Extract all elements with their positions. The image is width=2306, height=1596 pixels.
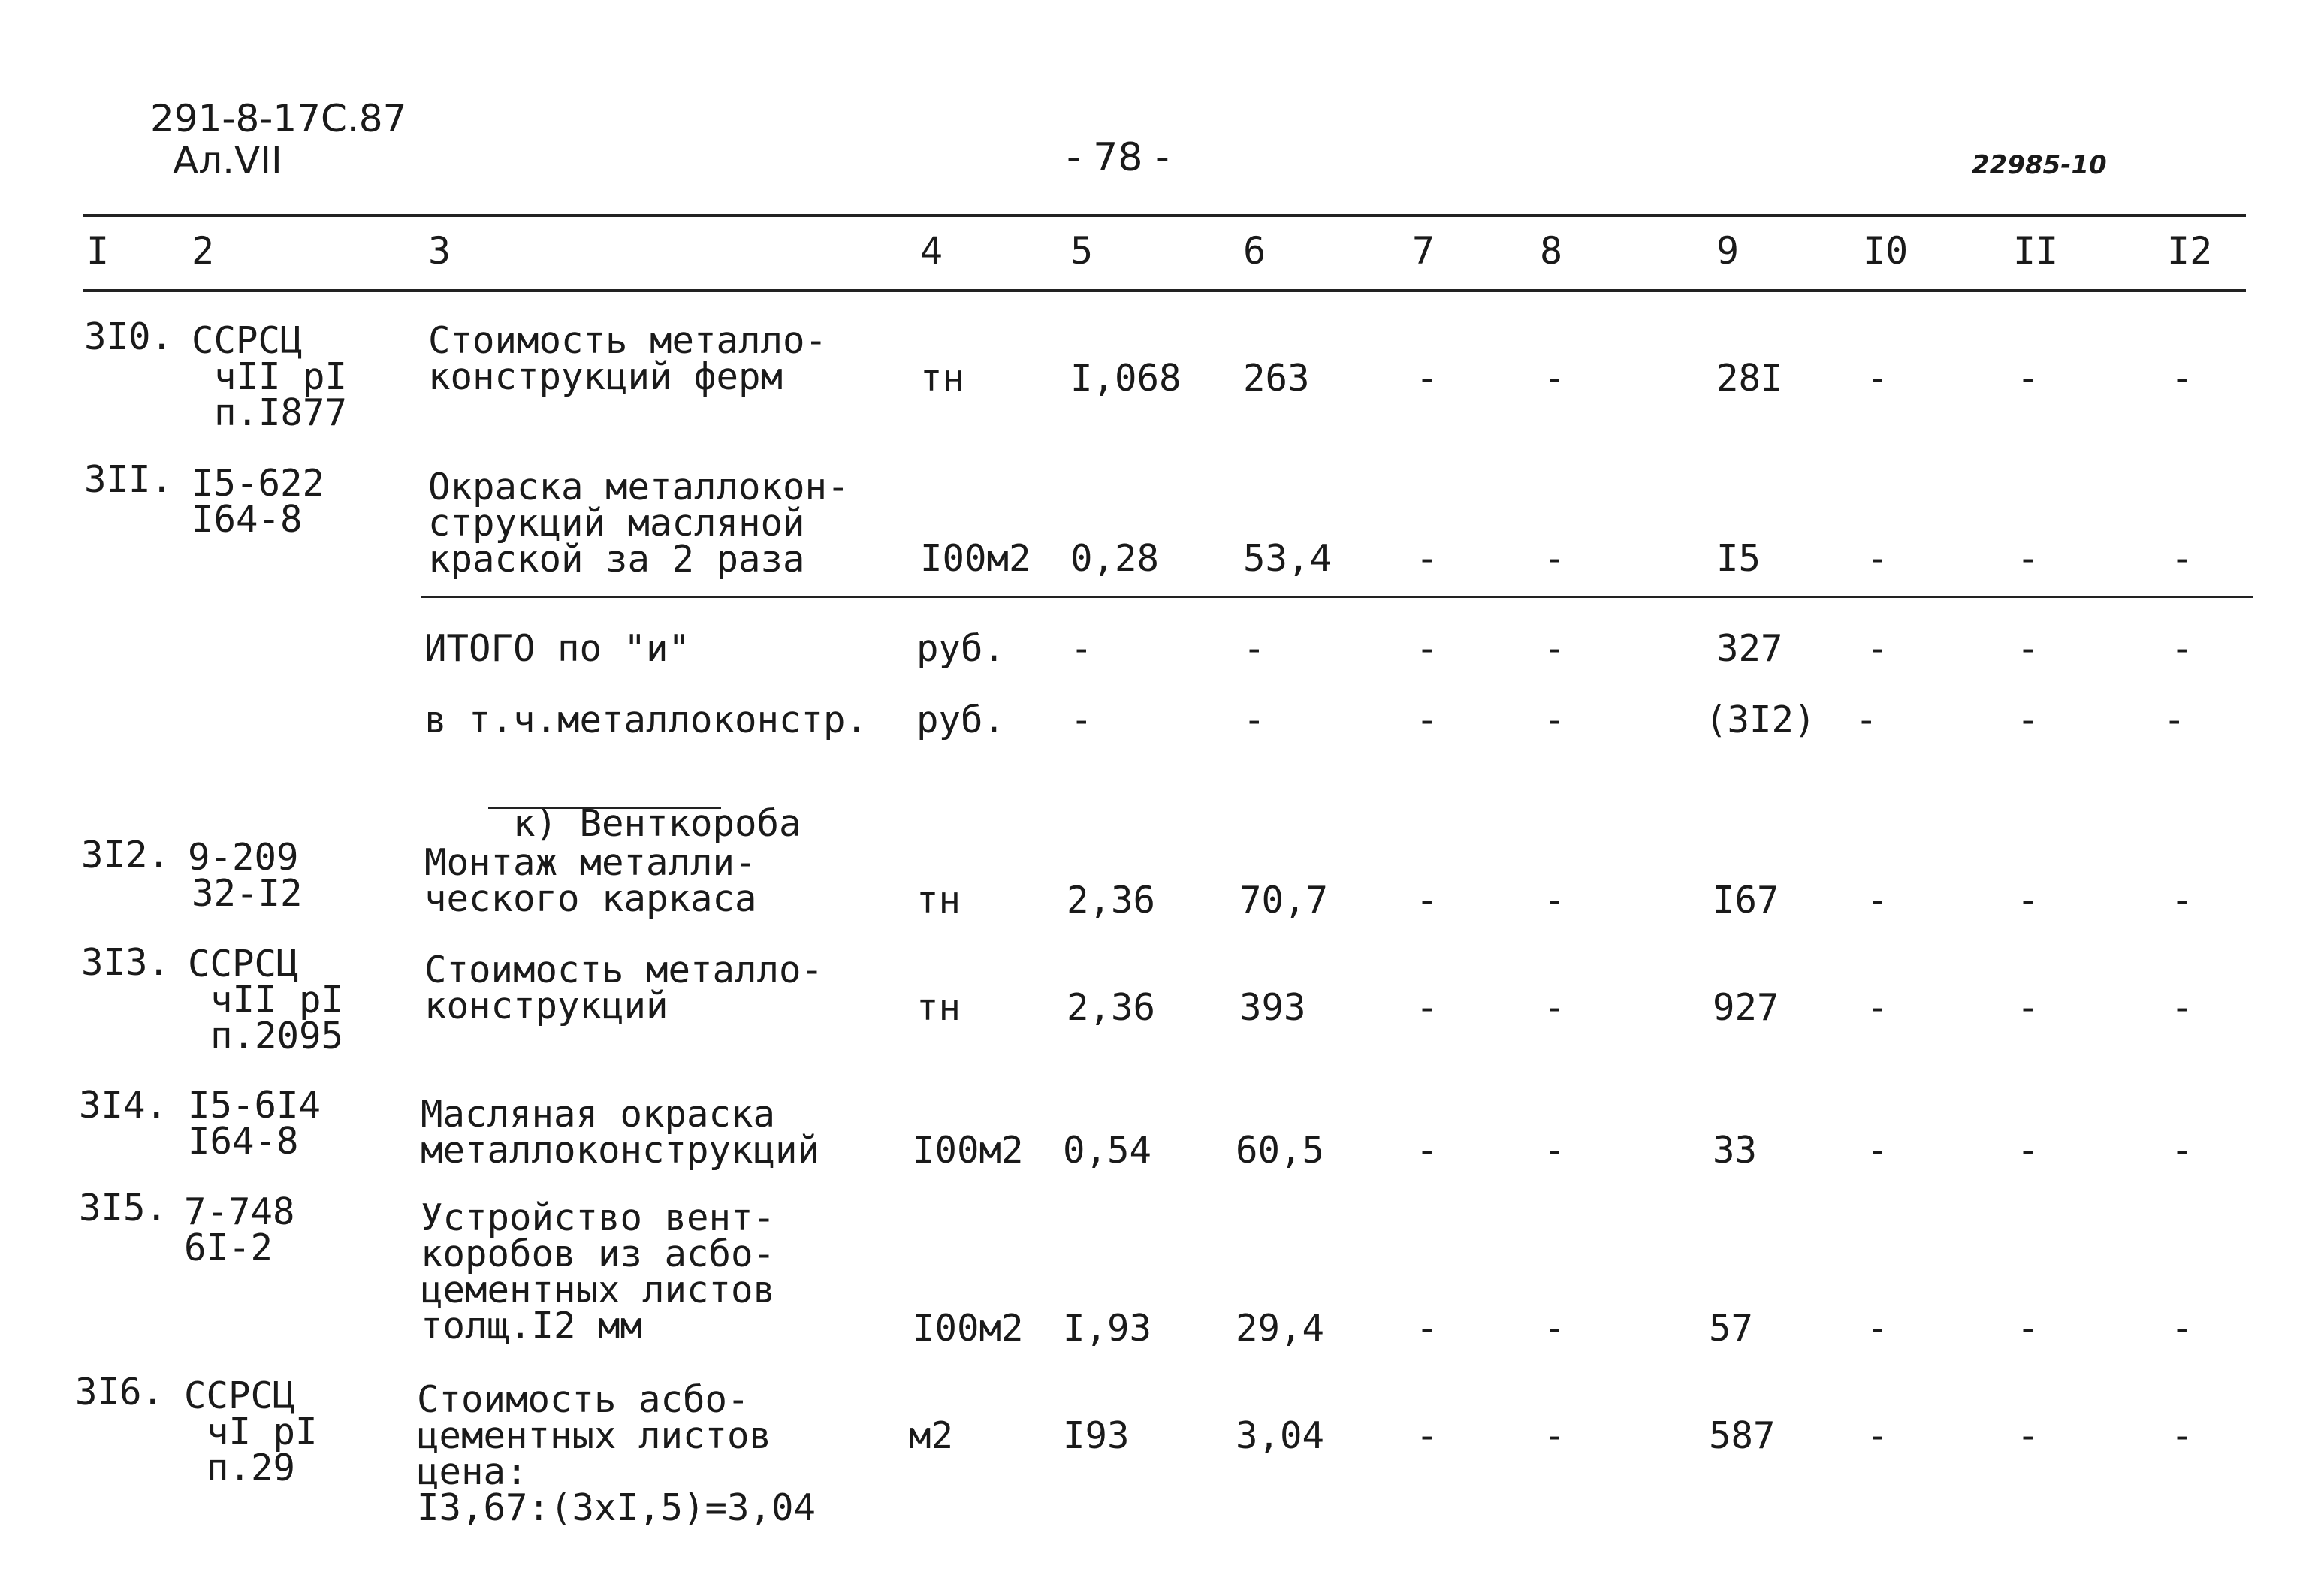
col12-value: - — [2171, 879, 2193, 922]
col7-value: - — [1416, 537, 1438, 580]
col8-value: - — [1544, 627, 1566, 670]
column-number: 4 — [920, 229, 943, 273]
header-bottom-rule — [83, 289, 2246, 292]
work-description: Стоимость асбо- цементных листов цена: I3,67:(3xI,5)=3,04 — [417, 1378, 816, 1529]
unit: м2 — [909, 1414, 954, 1457]
col7-value: - — [1416, 627, 1438, 670]
norm-code: 7-748 6I-2 — [184, 1190, 295, 1269]
total-cost: I67 — [1713, 879, 1779, 922]
work-description: Масляная окраска металлоконструкций — [421, 1093, 820, 1172]
col8-value: - — [1544, 537, 1566, 580]
col10-value: - — [1855, 698, 1878, 741]
unit-price: 70,7 — [1239, 879, 1329, 922]
row-number: 3I0. — [84, 315, 174, 358]
unit-price: 263 — [1243, 357, 1310, 400]
total-cost: 927 — [1713, 986, 1779, 1029]
unit: I00м2 — [913, 1307, 1024, 1350]
unit-price: 3,04 — [1236, 1414, 1325, 1457]
work-description: Стоимость металло- конструкций ферм — [428, 319, 828, 398]
col8-value: - — [1544, 1414, 1566, 1457]
unit-price: 393 — [1239, 986, 1306, 1029]
quantity: - — [1070, 627, 1093, 670]
col12-value: - — [2163, 698, 2186, 741]
col12-value: - — [2171, 537, 2193, 580]
total-cost: 28I — [1716, 357, 1783, 400]
total-cost: 33 — [1713, 1129, 1758, 1172]
unit-price: 53,4 — [1243, 537, 1333, 580]
col11-value: - — [2017, 1414, 2039, 1457]
work-description: Монтаж металли- ческого каркаса — [424, 841, 757, 920]
col12-value: - — [2171, 1307, 2193, 1350]
quantity: I,93 — [1063, 1307, 1152, 1350]
col10-value: - — [1867, 627, 1889, 670]
column-number: I0 — [1863, 229, 1909, 273]
quantity: 2,36 — [1067, 879, 1156, 922]
work-description: Стоимость металло- конструкций — [424, 949, 824, 1027]
column-number: I — [86, 229, 110, 273]
page-number: - 78 - — [1067, 135, 1170, 180]
work-description: Окраска металлокон- струкций масляной краской за 2 раза — [428, 466, 850, 581]
column-number: 6 — [1243, 229, 1266, 273]
document-number: 22985-10 — [1972, 150, 2107, 180]
col11-value: - — [2017, 627, 2039, 670]
row-number: 3I5. — [79, 1187, 168, 1229]
unit: тн — [920, 357, 965, 400]
norm-code: ССРСЦ чI pI п.29 — [184, 1374, 318, 1489]
unit: тн — [916, 986, 961, 1029]
column-number: I2 — [2167, 229, 2213, 273]
section-prefix: к) — [513, 802, 558, 845]
row-number: 3I2. — [81, 834, 171, 876]
col12-value: - — [2171, 986, 2193, 1029]
norm-code: I5-622 I64-8 — [192, 462, 325, 541]
col7-value: - — [1416, 698, 1438, 741]
quantity: I,068 — [1070, 357, 1182, 400]
col7-value: - — [1416, 357, 1438, 400]
norm-code: ССРСЦ чII pI п.I877 — [192, 319, 348, 434]
row-number: 3I3. — [81, 941, 171, 984]
quantity: - — [1070, 698, 1093, 741]
col7-value: - — [1416, 1414, 1438, 1457]
col8-value: - — [1544, 698, 1566, 741]
document-code: 291-8-17C.87 — [150, 97, 407, 140]
document-code-block — [150, 98, 406, 182]
unit: I00м2 — [920, 537, 1031, 580]
col12-value: - — [2171, 357, 2193, 400]
col11-value: - — [2017, 698, 2039, 741]
col7-value: - — [1416, 986, 1438, 1029]
col10-value: - — [1867, 1129, 1889, 1172]
column-number: 2 — [192, 229, 215, 273]
column-number: 3 — [428, 229, 451, 273]
col7-value: - — [1416, 879, 1438, 922]
col8-value: - — [1544, 1129, 1566, 1172]
unit: руб. — [916, 698, 1006, 741]
col8-value: - — [1544, 986, 1566, 1029]
unit: тн — [916, 879, 961, 922]
column-number: II — [2013, 229, 2059, 273]
col7-value: - — [1416, 1307, 1438, 1350]
norm-code: 9-209 32-I2 — [188, 836, 303, 915]
section-title: Венткороба — [579, 802, 801, 845]
header-top-rule — [83, 214, 2246, 217]
col12-value: - — [2171, 1414, 2193, 1457]
row-number: 3II. — [84, 458, 174, 501]
quantity: 2,36 — [1067, 986, 1156, 1029]
subtotal-label: ИТОГО по "и" — [424, 627, 691, 670]
unit-price: - — [1243, 627, 1266, 670]
column-number: 9 — [1716, 229, 1740, 273]
col10-value: - — [1867, 357, 1889, 400]
norm-code: ССРСЦ чII pI п.2095 — [188, 943, 344, 1057]
col11-value: - — [2017, 879, 2039, 922]
col11-value: - — [2017, 357, 2039, 400]
work-description: Устройство вент- коробов из асбо- цементных листов толщ.I2 мм — [421, 1196, 776, 1347]
total-cost: 57 — [1709, 1307, 1754, 1350]
col8-value: - — [1544, 357, 1566, 400]
col10-value: - — [1867, 1307, 1889, 1350]
total-cost: (3I2) — [1705, 698, 1816, 741]
col11-value: - — [2017, 1307, 2039, 1350]
column-number: 7 — [1412, 229, 1435, 273]
column-number: 5 — [1070, 229, 1094, 273]
total-cost: 327 — [1716, 627, 1783, 670]
quantity: 0,54 — [1063, 1129, 1152, 1172]
subtotal-label: в т.ч.металлоконстр. — [424, 698, 868, 741]
col8-value: - — [1544, 1307, 1566, 1350]
col10-value: - — [1867, 879, 1889, 922]
unit-price: - — [1243, 698, 1266, 741]
norm-code: I5-6I4 I64-8 — [188, 1084, 321, 1163]
row-number: 3I6. — [75, 1371, 164, 1413]
total-cost: I5 — [1716, 537, 1761, 580]
col10-value: - — [1867, 1414, 1889, 1457]
quantity: I93 — [1063, 1414, 1130, 1457]
col11-value: - — [2017, 986, 2039, 1029]
album-number: Ал.VII — [173, 139, 282, 183]
subtotal-rule — [421, 596, 2253, 598]
col8-value: - — [1544, 879, 1566, 922]
col12-value: - — [2171, 627, 2193, 670]
column-number: 8 — [1540, 229, 1563, 273]
col11-value: - — [2017, 537, 2039, 580]
quantity: 0,28 — [1070, 537, 1160, 580]
unit-price: 60,5 — [1236, 1129, 1325, 1172]
col7-value: - — [1416, 1129, 1438, 1172]
total-cost: 587 — [1709, 1414, 1776, 1457]
col10-value: - — [1867, 537, 1889, 580]
col10-value: - — [1867, 986, 1889, 1029]
col12-value: - — [2171, 1129, 2193, 1172]
row-number: 3I4. — [79, 1084, 168, 1127]
unit: руб. — [916, 627, 1006, 670]
col11-value: - — [2017, 1129, 2039, 1172]
unit-price: 29,4 — [1236, 1307, 1325, 1350]
unit: I00м2 — [913, 1129, 1024, 1172]
section-underline — [488, 807, 721, 809]
